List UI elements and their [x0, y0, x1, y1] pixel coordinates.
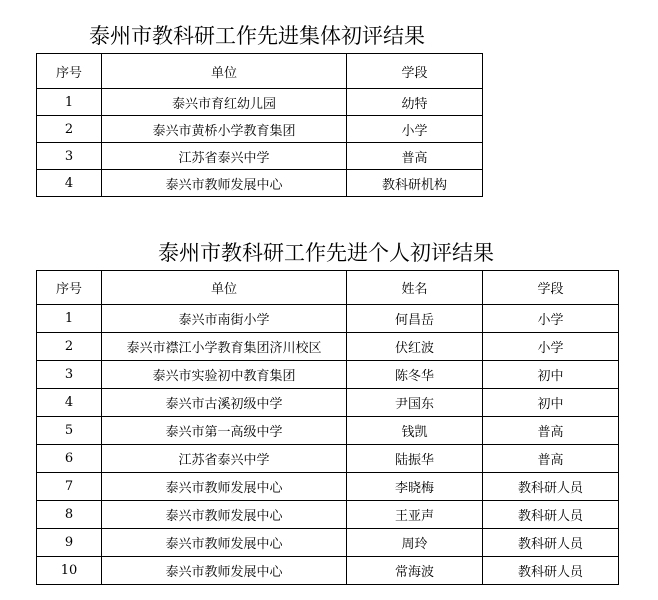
cell-index: 4 — [37, 389, 102, 417]
table-row — [37, 143, 483, 170]
cell-stage: 教科研机构 — [347, 170, 483, 197]
header-stage: 学段 — [347, 54, 483, 89]
table-row — [37, 305, 619, 333]
cell-index: 3 — [37, 361, 102, 389]
cell-unit: 泰兴市黄桥小学教育集团 — [102, 116, 347, 143]
header-unit: 单位 — [102, 271, 347, 305]
header-unit: 单位 — [102, 54, 347, 89]
cell-stage: 普高 — [483, 417, 619, 445]
cell-stage: 教科研人员 — [483, 501, 619, 529]
cell-index: 5 — [37, 417, 102, 445]
cell-index: 7 — [37, 473, 102, 501]
cell-name: 李晓梅 — [347, 473, 483, 501]
cell-stage: 幼特 — [347, 89, 483, 116]
cell-index: 2 — [37, 116, 102, 143]
cell-unit: 泰兴市南街小学 — [102, 305, 347, 333]
header-stage: 学段 — [483, 271, 619, 305]
cell-stage: 小学 — [483, 305, 619, 333]
cell-name: 周玲 — [347, 529, 483, 557]
cell-stage: 小学 — [347, 116, 483, 143]
cell-index: 1 — [37, 305, 102, 333]
cell-name: 钱凯 — [347, 417, 483, 445]
header-index: 序号 — [37, 271, 102, 305]
cell-stage: 教科研人员 — [483, 473, 619, 501]
cell-name: 何昌岳 — [347, 305, 483, 333]
collective-results-title: 泰州市教科研工作先进集体初评结果 — [89, 24, 425, 48]
cell-name: 陆振华 — [347, 445, 483, 473]
cell-index: 6 — [37, 445, 102, 473]
cell-unit: 泰兴市古溪初级中学 — [102, 389, 347, 417]
cell-unit: 泰兴市实验初中教育集团 — [102, 361, 347, 389]
cell-unit: 泰兴市教师发展中心 — [102, 529, 347, 557]
table-row — [37, 529, 619, 557]
cell-unit: 江苏省泰兴中学 — [102, 143, 347, 170]
table-row — [37, 170, 483, 197]
table-row — [37, 89, 483, 116]
cell-index: 3 — [37, 143, 102, 170]
table-row — [37, 361, 619, 389]
cell-unit: 泰兴市教师发展中心 — [102, 473, 347, 501]
cell-name: 伏红波 — [347, 333, 483, 361]
cell-name: 常海波 — [347, 557, 483, 585]
cell-stage: 教科研人员 — [483, 529, 619, 557]
cell-index: 9 — [37, 529, 102, 557]
cell-unit: 泰兴市教师发展中心 — [102, 170, 347, 197]
cell-stage: 小学 — [483, 333, 619, 361]
cell-index: 8 — [37, 501, 102, 529]
table-row — [37, 557, 619, 585]
cell-index: 2 — [37, 333, 102, 361]
collective-results-table-body — [37, 54, 483, 197]
cell-unit: 泰兴市襟江小学教育集团济川校区 — [102, 333, 347, 361]
individual-header-row — [37, 271, 619, 305]
table-row — [37, 116, 483, 143]
cell-unit: 泰兴市第一高级中学 — [102, 417, 347, 445]
collective-results-table — [36, 53, 483, 197]
cell-stage: 普高 — [483, 445, 619, 473]
cell-stage: 初中 — [483, 361, 619, 389]
cell-index: 4 — [37, 170, 102, 197]
cell-index: 1 — [37, 89, 102, 116]
header-index: 序号 — [37, 54, 102, 89]
table-row — [37, 417, 619, 445]
table-row — [37, 445, 619, 473]
header-name: 姓名 — [347, 271, 483, 305]
cell-name: 王亚声 — [347, 501, 483, 529]
individual-results-table — [36, 270, 619, 585]
individual-results-title: 泰州市教科研工作先进个人初评结果 — [158, 241, 494, 265]
collective-header-row — [37, 54, 483, 89]
individual-results-table-body — [37, 271, 619, 585]
cell-stage: 初中 — [483, 389, 619, 417]
cell-unit: 泰兴市育红幼儿园 — [102, 89, 347, 116]
cell-stage: 普高 — [347, 143, 483, 170]
cell-name: 尹国东 — [347, 389, 483, 417]
table-row — [37, 333, 619, 361]
cell-index: 10 — [37, 557, 102, 585]
cell-name: 陈冬华 — [347, 361, 483, 389]
cell-unit: 江苏省泰兴中学 — [102, 445, 347, 473]
cell-stage: 教科研人员 — [483, 557, 619, 585]
cell-unit: 泰兴市教师发展中心 — [102, 501, 347, 529]
table-row — [37, 389, 619, 417]
cell-unit: 泰兴市教师发展中心 — [102, 557, 347, 585]
table-row — [37, 501, 619, 529]
table-row — [37, 473, 619, 501]
